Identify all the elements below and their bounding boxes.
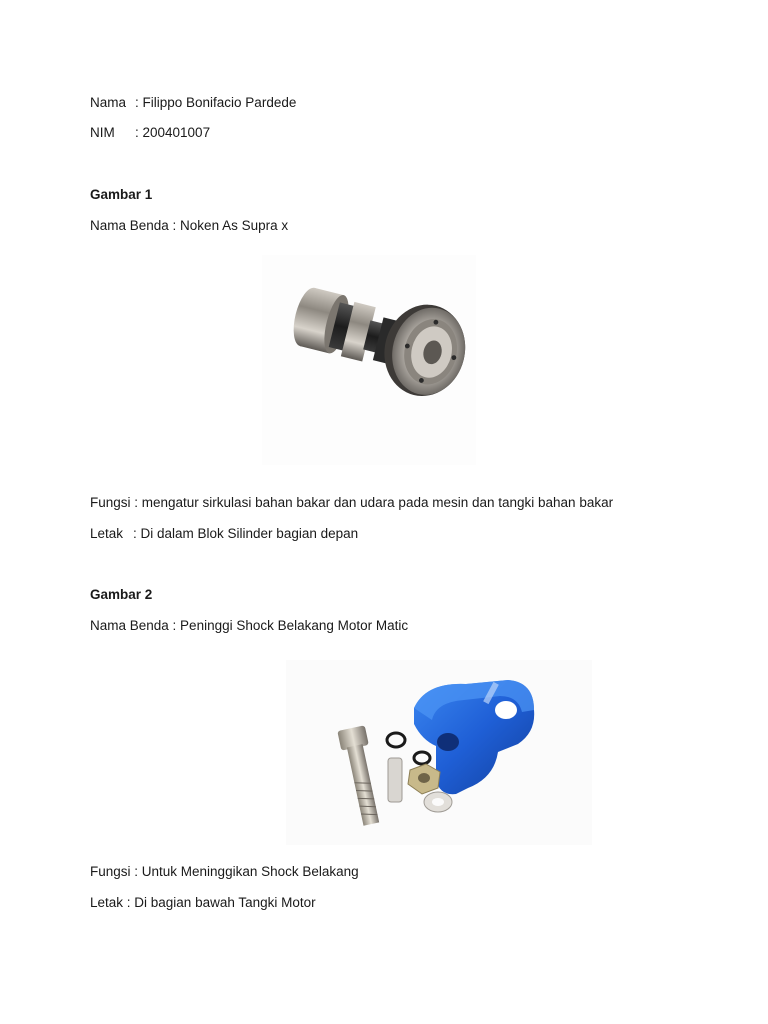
name-value: : Filippo Bonifacio Pardede — [135, 95, 297, 110]
figure-1-object-name: Nama Benda : Noken As Supra x — [90, 218, 289, 233]
name-label: Nama — [90, 95, 127, 110]
student-name-line — [90, 94, 296, 112]
figure-2-object-name: Nama Benda : Peninggi Shock Belakang Motor Matic — [90, 618, 409, 633]
nim-label: NIM — [90, 125, 115, 140]
student-nim-line — [90, 124, 210, 142]
camshaft-photo — [262, 255, 476, 465]
figure-2-location: Letak : Di bagian bawah Tangki Motor — [90, 895, 316, 910]
shock-raiser-photo — [286, 660, 592, 845]
figure-1-heading: Gambar 1 — [90, 187, 153, 202]
camshaft-image — [262, 255, 476, 465]
location-label: Letak — [90, 526, 124, 541]
figure-2-function: Fungsi : Untuk Meninggikan Shock Belakang — [90, 864, 359, 879]
shock-raiser-image — [286, 660, 592, 845]
nim-value: : 200401007 — [135, 125, 211, 140]
figure-1-location — [90, 525, 358, 543]
location-value: : Di dalam Blok Silinder bagian depan — [133, 526, 359, 541]
figure-1-function: Fungsi : mengatur sirkulasi bahan bakar dan udara pada mesin dan tangki bahan bakar — [90, 495, 614, 510]
figure-2-heading: Gambar 2 — [90, 587, 153, 602]
